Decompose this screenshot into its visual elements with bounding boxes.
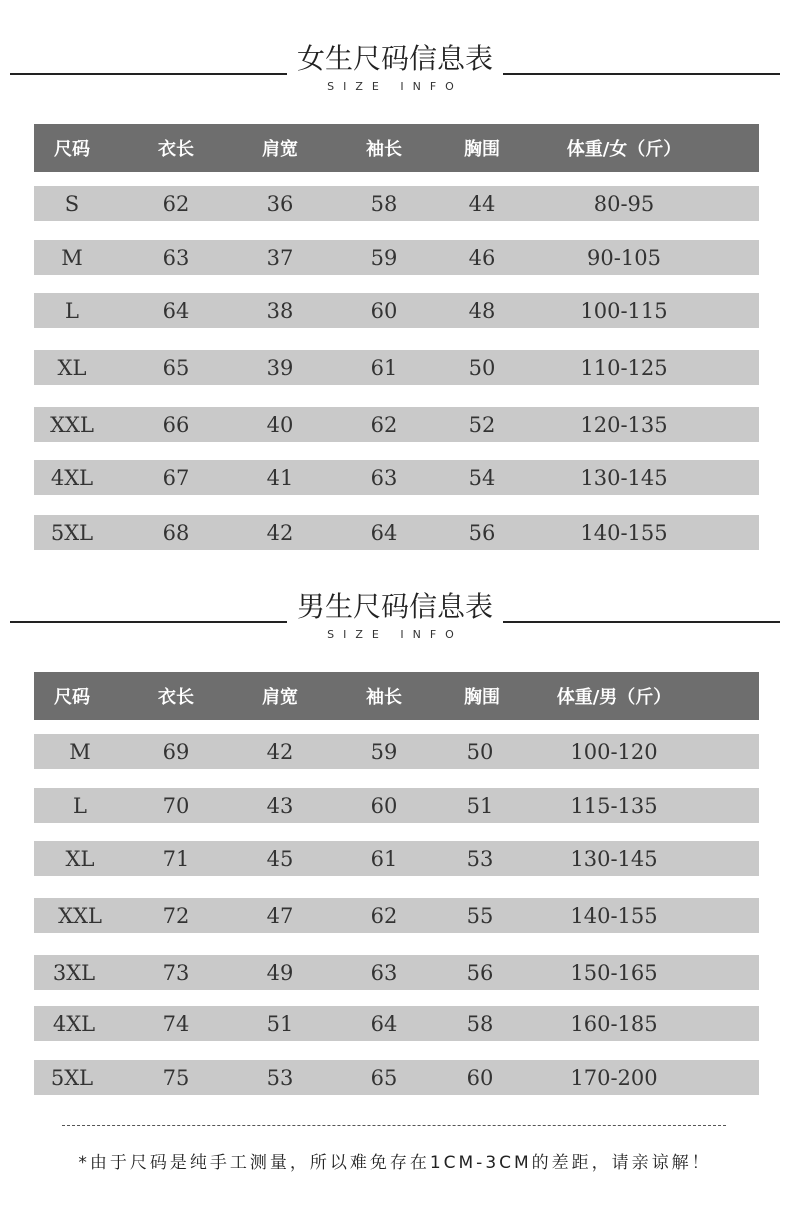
women-table-title: 女生尺码信息表 [296,42,493,75]
shoulder-cell: 53 [266,1065,294,1090]
chest-cell: 52 [468,412,496,437]
sleeve-cell: 60 [370,298,398,323]
shoulder-cell: 49 [266,960,294,985]
men-table-title: 男生尺码信息表 [296,590,493,623]
table-row [34,460,759,495]
women-section-header [0,42,790,102]
table-row [34,1006,759,1041]
weight-cell: 140-155 [570,903,658,928]
title-rule-right [503,73,780,75]
weight-cell: 100-120 [570,739,658,764]
chest-cell: 55 [466,903,494,928]
men-section-header [0,590,790,650]
sleeve-cell: 60 [370,793,398,818]
length-cell: 64 [162,298,190,323]
title-rule-left [10,73,287,75]
shoulder-cell: 39 [266,355,294,380]
shoulder-cell: 42 [266,520,294,545]
shoulder-cell: 41 [266,465,294,490]
title-rule-right [503,621,780,623]
length-cell: 62 [162,191,190,216]
header-cell: 肩宽 [262,139,298,160]
table-row [34,1060,759,1095]
sleeve-cell: 58 [370,191,398,216]
length-cell: 71 [162,846,190,871]
sleeve-cell: 63 [370,465,398,490]
title-rule-left [10,621,287,623]
shoulder-cell: 36 [266,191,294,216]
header-cell: 袖长 [366,687,402,708]
sleeve-cell: 61 [370,846,398,871]
size-cell: L [73,793,87,818]
weight-cell: 80-95 [593,191,655,216]
sleeve-cell: 61 [370,355,398,380]
table-header-row [34,672,759,720]
weight-cell: 150-165 [570,960,658,985]
table-row [34,841,759,876]
table-row [34,350,759,385]
shoulder-cell: 47 [266,903,294,928]
size-cell: XL [57,355,87,380]
sleeve-cell: 64 [370,1011,398,1036]
chest-cell: 58 [466,1011,494,1036]
header-cell: 胸围 [464,139,500,160]
weight-cell: 140-155 [580,520,668,545]
chest-cell: 54 [468,465,496,490]
length-cell: 73 [162,960,190,985]
sleeve-cell: 64 [370,520,398,545]
chest-cell: 44 [468,191,496,216]
size-cell: XXL [58,903,102,928]
weight-cell: 100-115 [580,298,668,323]
size-cell: L [65,298,79,323]
table-header-row [34,124,759,172]
size-cell: M [61,245,83,270]
chest-cell: 56 [468,520,496,545]
length-cell: 74 [162,1011,190,1036]
weight-cell: 160-185 [570,1011,658,1036]
chest-cell: 46 [468,245,496,270]
chest-cell: 56 [466,960,494,985]
chest-cell: 50 [466,739,494,764]
sleeve-cell: 59 [370,739,398,764]
size-cell: 5XL [50,1065,94,1090]
length-cell: 65 [162,355,190,380]
length-cell: 69 [162,739,190,764]
table-row [34,407,759,442]
sleeve-cell: 62 [370,412,398,437]
table-row [34,734,759,769]
header-cell: 衣长 [158,139,194,160]
chest-cell: 51 [466,793,494,818]
size-cell: XXL [50,412,94,437]
table-row [34,293,759,328]
sleeve-cell: 62 [370,903,398,928]
weight-cell: 130-145 [570,846,658,871]
weight-cell: 130-145 [580,465,668,490]
shoulder-cell: 37 [266,245,294,270]
weight-cell: 90-105 [587,245,661,270]
size-cell: 3XL [52,960,96,985]
sleeve-cell: 63 [370,960,398,985]
shoulder-cell: 38 [266,298,294,323]
size-cell: 4XL [52,1011,96,1036]
size-cell: S [64,191,80,216]
shoulder-cell: 45 [266,846,294,871]
shoulder-cell: 40 [266,412,294,437]
header-cell: 尺码 [54,687,90,708]
table-row [34,186,759,221]
men-table-subtitle: SIZE INFO [327,628,463,641]
header-cell: 尺码 [54,139,90,160]
sleeve-cell: 65 [370,1065,398,1090]
weight-cell: 170-200 [570,1065,658,1090]
women-table-subtitle: SIZE INFO [327,80,463,93]
length-cell: 70 [162,793,190,818]
length-cell: 68 [162,520,190,545]
shoulder-cell: 51 [266,1011,294,1036]
weight-cell: 115-135 [570,793,658,818]
table-row [34,240,759,275]
size-cell: M [69,739,91,764]
length-cell: 63 [162,245,190,270]
weight-cell: 110-125 [580,355,668,380]
weight-cell: 120-135 [580,412,668,437]
measurement-footnote: *由于尺码是纯手工测量，所以难免存在1CM-3CM的差距，请亲谅解！ [78,1153,712,1173]
header-cell: 胸围 [464,687,500,708]
length-cell: 72 [162,903,190,928]
shoulder-cell: 43 [266,793,294,818]
chest-cell: 53 [466,846,494,871]
length-cell: 67 [162,465,190,490]
size-cell: 4XL [50,465,94,490]
chest-cell: 60 [466,1065,494,1090]
header-cell: 衣长 [158,687,194,708]
length-cell: 66 [162,412,190,437]
length-cell: 75 [162,1065,190,1090]
table-row [34,515,759,550]
table-row [34,898,759,933]
chest-cell: 48 [468,298,496,323]
dashed-divider [62,1125,726,1126]
header-cell: 肩宽 [262,687,298,708]
chest-cell: 50 [468,355,496,380]
size-cell: XL [65,846,95,871]
table-row [34,955,759,990]
size-cell: 5XL [50,520,94,545]
shoulder-cell: 42 [266,739,294,764]
header-cell: 袖长 [366,139,402,160]
table-row [34,788,759,823]
header-cell: 体重/女（斤） [566,139,682,160]
sleeve-cell: 59 [370,245,398,270]
header-cell: 体重/男（斤） [556,687,672,708]
